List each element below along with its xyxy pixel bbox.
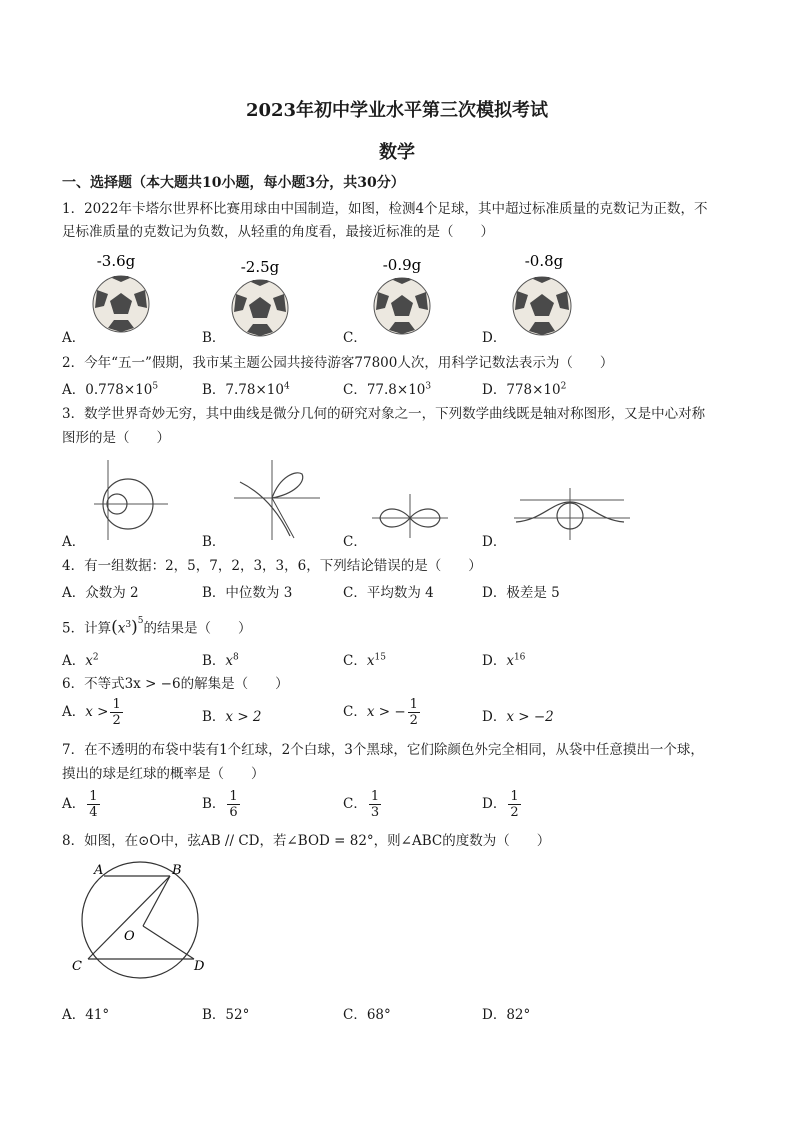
q2-option-c: C．$77.8\times 10^3$ <box>343 381 432 398</box>
q4-option-b: B．中位数为 3 <box>202 585 293 601</box>
q7-option-d: D． $\frac{1}{2}$ <box>482 789 519 820</box>
q1-line1: 1．2022年卡塔尔世界杯比赛用球由中国制造，如图，检测4个足球，其中超过标准质量的克数记为正数，不 <box>62 201 708 217</box>
q6-option-a: A．x > $\frac{1}{2}$ <box>62 697 121 728</box>
curve-figure-b <box>232 458 322 542</box>
q6-question: 6．不等式3x > −6的解集是（ ） <box>62 676 289 692</box>
curve-figure-d <box>512 486 634 542</box>
point-d-label: D <box>194 959 205 974</box>
q8-option-b: B．52° <box>202 1007 250 1023</box>
q8-option-d: D．82° <box>482 1007 531 1023</box>
ball-label-d: -0.8g <box>524 252 564 270</box>
q5-option-d: D．$x^{16}$ <box>482 652 526 669</box>
q3-line1: 3．数学世界奇妙无穷，其中曲线是微分几何的研究对象之一，下列数学曲线既是轴对称图形，又是中心对称 <box>62 406 706 422</box>
circle-geometry-figure <box>66 860 216 980</box>
section-heading: 一、选择题（本大题共10小题，每小题3分，共30分） <box>62 175 405 191</box>
q2-question: 2．今年“五一”假期，我市某主题公园共接待游客77800人次，用科学记数法表示为（ ） <box>62 355 614 371</box>
q7-option-a: A． $\frac{1}{4}$ <box>62 789 98 820</box>
exam-title: 2023年初中学业水平第三次模拟考试 <box>245 100 549 121</box>
q7-option-c: C． $\frac{1}{3}$ <box>343 789 380 820</box>
soccer-ball-c <box>368 254 438 338</box>
q6-option-c: C．x > − $\frac{1}{2}$ <box>343 697 418 728</box>
q4-option-a: A．众数为 2 <box>62 585 139 601</box>
q3-line2: 图形的是（ ） <box>62 430 170 446</box>
q1-line2: 足标准质量的克数记为负数，从轻重的角度看，最接近标准的是（ ） <box>62 224 494 240</box>
q5-option-b: B．$x^8$ <box>202 652 239 669</box>
q1-option-d: D． <box>482 330 507 346</box>
q8-option-a: A．41° <box>62 1007 110 1023</box>
q5-option-c: C．$x^{15}$ <box>343 652 386 669</box>
ball-label-b: -2.5g <box>240 258 280 276</box>
q4-question: 4．有一组数据：2，5，7，2，3，3，6，下列结论错误的是（ ） <box>62 558 482 574</box>
q5-option-a: A．$x^2$ <box>62 652 99 669</box>
q5-question: 5．计算$(x^3)^5$的结果是（ ） <box>62 616 252 638</box>
soccer-ball-d <box>506 250 578 338</box>
point-c-label: C <box>72 959 82 974</box>
q3-option-d: D． <box>482 534 507 550</box>
q2-option-b: B．$7.78\times 10^4$ <box>202 381 290 398</box>
q1-option-b: B． <box>202 330 226 346</box>
q8-option-c: C．68° <box>343 1007 391 1023</box>
q3-option-b: B． <box>202 534 226 550</box>
curve-figure-a <box>90 458 170 542</box>
q8-question: 8．如图，在⊙O中，弦AB // CD，若∠BOD = 82°，则∠ABC的度数为（ ） <box>62 833 551 849</box>
q3-option-a: A． <box>62 534 86 550</box>
soccer-ball-b <box>226 256 296 338</box>
q7-option-b: B． $\frac{1}{6}$ <box>202 789 238 820</box>
ball-label-a: -3.6g <box>96 252 136 270</box>
point-a-label: A <box>94 863 104 878</box>
q3-option-c: C． <box>343 534 367 550</box>
point-b-label: B <box>172 863 182 878</box>
q2-option-a: A．$0.778\times 10^5$ <box>62 381 159 398</box>
q7-line2: 摸出的球是红球的概率是（ ） <box>62 766 265 782</box>
q4-option-d: D．极差是 5 <box>482 585 560 601</box>
q6-option-d: D．x > −2 <box>482 709 554 725</box>
q2-option-d: D．$778\times 10^2$ <box>482 381 567 398</box>
q7-line1: 7．在不透明的布袋中装有1个红球，2个白球，3个黑球，它们除颜色外完全相同，从袋中任意摸出一个球， <box>62 742 704 758</box>
q6-option-b: B．x > 2 <box>202 709 262 725</box>
q1-option-c: C． <box>343 330 367 346</box>
exam-subject: 数学 <box>379 142 415 163</box>
soccer-ball-a <box>88 250 158 338</box>
q4-option-c: C．平均数为 4 <box>343 585 434 601</box>
point-o-label: O <box>124 929 135 944</box>
curve-figure-c <box>370 490 450 540</box>
ball-label-c: -0.9g <box>382 256 422 274</box>
q1-option-a: A． <box>62 330 86 346</box>
